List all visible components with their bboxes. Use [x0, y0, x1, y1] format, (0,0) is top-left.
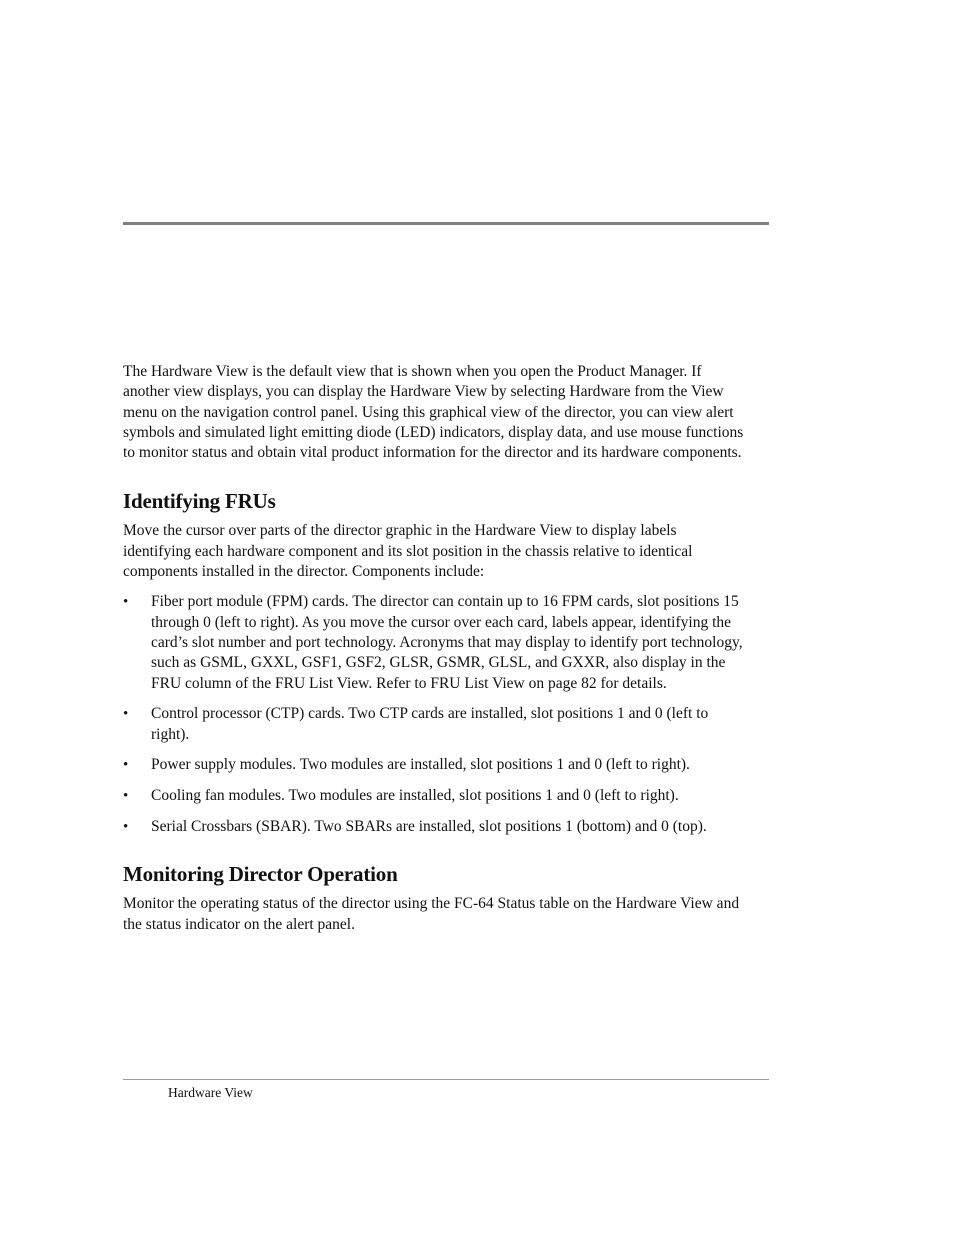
monitoring-director-paragraph: Monitor the operating status of the director using the FC-64 Status table on the Hardware View and the status indicator on the alert panel. — [123, 895, 740, 933]
intro-paragraph: The Hardware View is the default view that is shown when you open the Product Manager. If another view displays, you can display the Hardware View by selecting Hardware from the View menu on the navigation control panel. Using this graphical view of the director, you can view alert symbols and simulated light emitting diode (LED) indicators, display data, and use mouse functions to monitor status and obtain vital product information for the director and its hardware components. — [123, 363, 744, 462]
running-footer: Hardware View — [168, 1085, 253, 1100]
bullet-marker: • — [123, 594, 129, 611]
list-item-text: Power supply modules. Two modules are installed, slot positions 1 and 0 (left to right). — [151, 756, 690, 774]
document-body — [123, 362, 748, 935]
list-item — [123, 786, 748, 806]
list-item — [123, 704, 748, 745]
footer-rule — [123, 1079, 769, 1080]
top-rule — [123, 222, 769, 225]
list-item — [123, 817, 748, 837]
bullet-marker: • — [123, 706, 129, 723]
identifying-frus-heading: Identifying FRUs — [123, 489, 276, 514]
list-item — [123, 592, 748, 693]
bullet-marker: • — [123, 757, 129, 774]
identifying-frus-paragraph: Move the cursor over parts of the director graphic in the Hardware View to display labels identifying each hardware component and its slot position in the chassis relative to identical components installed in the director. Components include: — [123, 522, 693, 581]
monitoring-director-heading: Monitoring Director Operation — [123, 862, 398, 887]
list-item-text: Cooling fan modules. Two modules are installed, slot positions 1 and 0 (left to right). — [151, 787, 679, 805]
components-list — [123, 592, 748, 837]
list-item-text: Serial Crossbars (SBAR). Two SBARs are installed, slot positions 1 (bottom) and 0 (top). — [151, 818, 707, 836]
list-item-text: Fiber port module (FPM) cards. The director can contain up to 16 FPM cards, slot positions 15 through 0 (left to right). As you move the cursor over each card, labels appear, identifying the card’s slot number and port technology. Acronyms that may display to identify port technology, such as GSML, GXXL, GSF1, GSF2, GLSR, GSMR, GLSL, and GXXR, also display in the FRU column of the FRU List View. Refer to FRU List View on page 82 for details. — [151, 593, 743, 692]
bullet-marker: • — [123, 819, 129, 836]
list-item — [123, 755, 748, 775]
bullet-marker: • — [123, 788, 129, 805]
list-item-text: Control processor (CTP) cards. Two CTP cards are installed, slot positions 1 and 0 (left to right). — [151, 705, 709, 743]
